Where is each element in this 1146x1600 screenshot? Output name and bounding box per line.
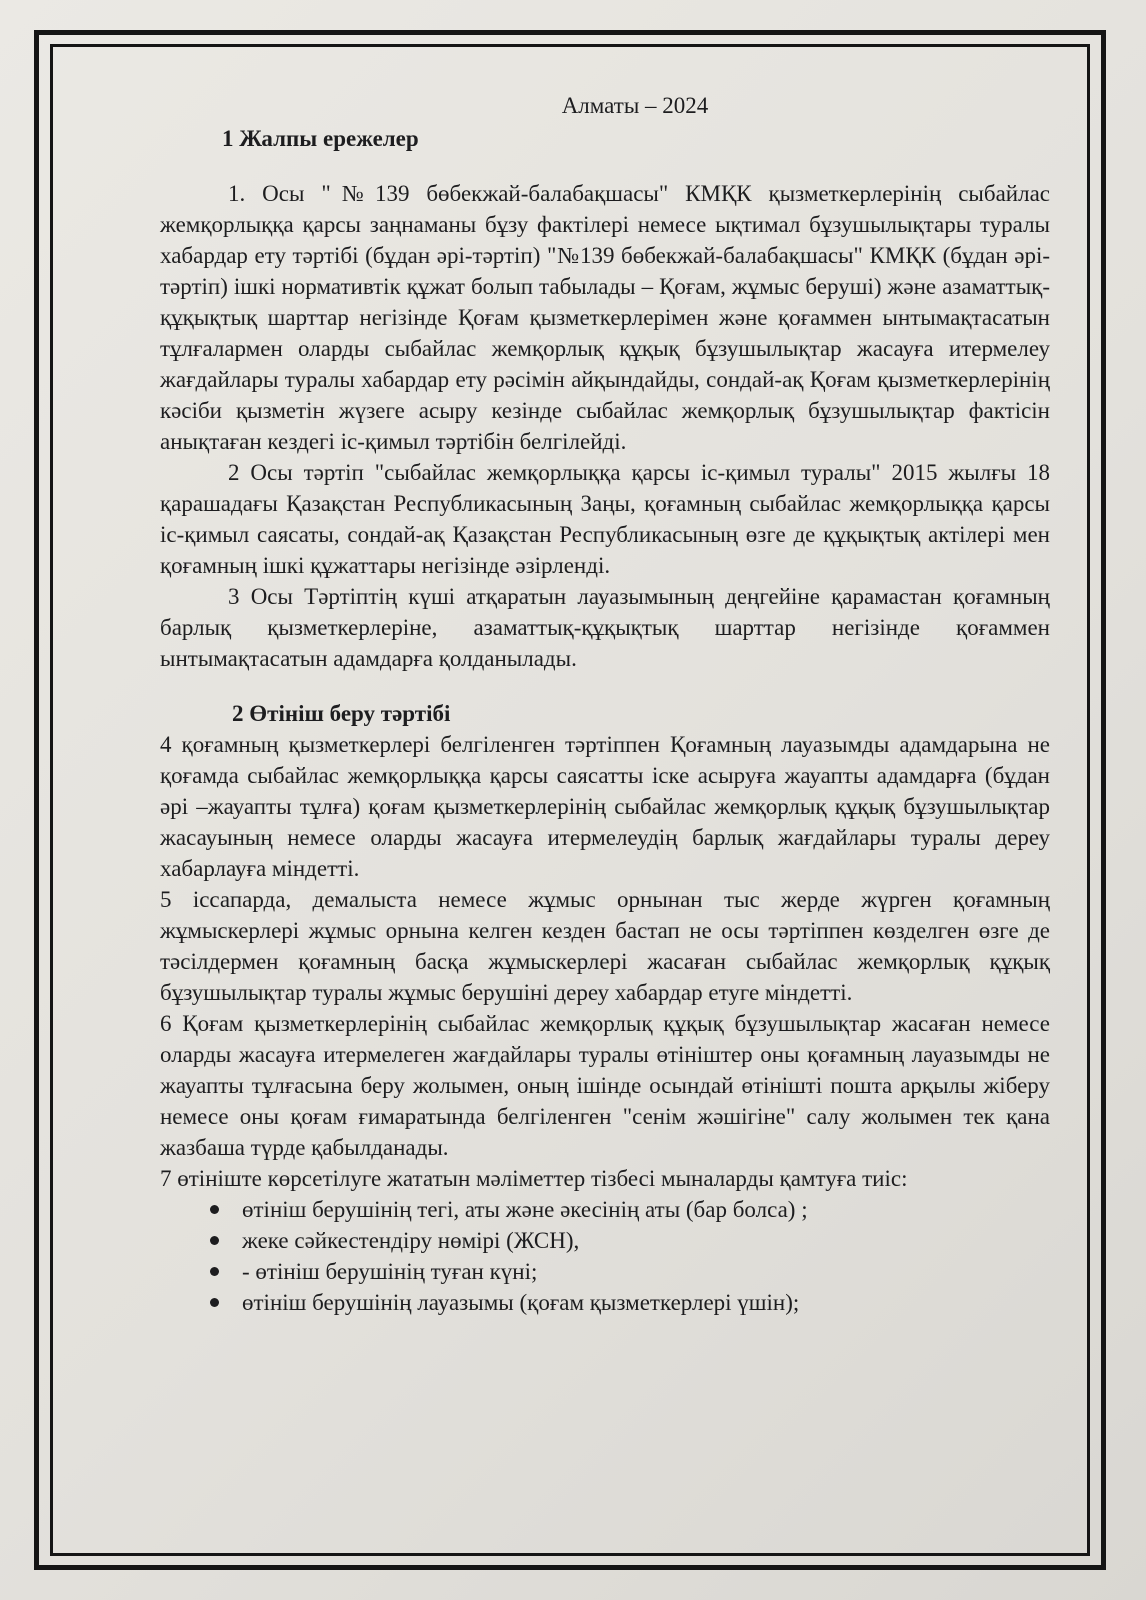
list-item-text: - өтініш берушінің туған күні; [242,1259,538,1284]
bullet-icon [210,1267,219,1276]
list-item-text: өтініш берушінің тегі, аты және әкесінің аты (бар болса) ; [242,1197,808,1222]
list-item-text: өтініш берушінің лауазымы (қоғам қызметкерлері үшін); [242,1290,800,1315]
paragraph-6: 6 Қоғам қызметкерлерінің сыбайлас жемқорлық құқық бұзушылықтар жасаған немесе оларды жасауға итермелеген жағдайлары туралы өтініштер оны қоғамның лауазымды не жауапты тұлғасына беру жолымен, оның ішінде осындай өтінішті пошта арқылы жіберу немесе оны қоғам ғимаратында белгіленген "сенім жәшігіне" салу жолымен тек қана жазбаша түрде қабылданады. [160,1011,1050,1160]
required-details-list [160,1194,1050,1318]
document-body [160,90,1050,1318]
paragraph-7: 7 өтініште көрсетілуге жататын мәліметтер тізбесі мыналарды қамтуға тиіс: [160,1166,908,1191]
section-2-title: 2 Өтініш беру тәртібі [232,701,451,726]
list-item [160,1194,1050,1225]
list-item [160,1287,1050,1318]
bullet-icon [210,1236,219,1245]
list-item-text: жеке сәйкестендіру нөмірі (ЖСН), [242,1228,580,1253]
bullet-icon [210,1205,219,1214]
paragraph-3: 3 Осы Тәртіптің күші атқаратын лауазымының деңгейіне қарамастан қоғамның барлық қызметкерлеріне, азаматтық-құқықтық шарттар негізінде қоғаммен ынтымақтасатын адамдарға қолданылады. [160,584,1050,671]
list-item [160,1256,1050,1287]
paragraph-5: 5 іссапарда, демалыста немесе жұмыс орнынан тыс жерде жүрген қоғамның жұмыскерлері жұмыс орнына келген кезден бастап не осы тәртіппен көзделген өзге де тәсілдермен қоғамның басқа жұмыскерлері жасаған сыбайлас жемқорлық құқық бұзушылықтар туралы жұмыс берушіні дереу хабардар етуге міндетті. [160,887,1050,1005]
bullet-icon [210,1298,219,1307]
paragraph-1: 1. Осы "№139 бөбекжай-балабақшасы" КМҚК қызметкерлерінің сыбайлас жемқорлыққа қарсы заңнаманы бұзу фактілері немесе ықтимал бұзушылықтары туралы хабардар ету тәртібі (бұдан әрі-тәртіп) "№139 бөбекжай-балабақшасы" КМҚК (бұдан әрі-тәртіп) ішкі нормативтік құжат болып табылады – Қоғам, жұмыс беруші) және азаматтық-құқықтық шарттар негізінде Қоғам қызметкерлерімен және қоғаммен ынтымақтасатын тұлғалармен оларды сыбайлас жемқорлық құқық бұзушылықтар жасауға итермелеу жағдайлары туралы хабардар ету рәсімін айқындайды, сондай-ақ Қоғам қызметкерлерінің кәсіби қызметін жүзеге асыру кезінде сыбайлас жемқорлық бұзушылықтар фактісін анықтаған кездегі іс-қимыл тәртібін белгілейді. [160,181,1050,454]
paragraph-4: 4 қоғамның қызметкерлері белгіленген тәртіппен Қоғамның лауазымды адамдарына не қоғамда сыбайлас жемқорлыққа қарсы саясатты іске асыруға жауапты адамдарға (бұдан әрі –жауапты тұлға) қоғам қызметкерлерінің сыбайлас жемқорлық құқық бұзушылықтар жасауының немесе оларды жасауға итермелеудің барлық жағдайлары туралы дереу хабарлауға міндетті. [160,732,1050,881]
paragraph-2: 2 Осы тәртіп "сыбайлас жемқорлыққа қарсы іс-қимыл туралы" 2015 жылғы 18 қарашадағы Қазақстан Республикасының Заңы, қоғамның сыбайлас жемқорлыққа қарсы іс-қимыл саясаты, сондай-ақ Қазақстан Республикасының өзге де құқықтық актілері мен қоғамның ішкі құжаттары негізінде әзірленді. [160,460,1050,578]
list-item [160,1225,1050,1256]
section-1-title: 1 Жалпы ережелер [222,126,419,151]
city-year: Алматы – 2024 [561,93,709,118]
